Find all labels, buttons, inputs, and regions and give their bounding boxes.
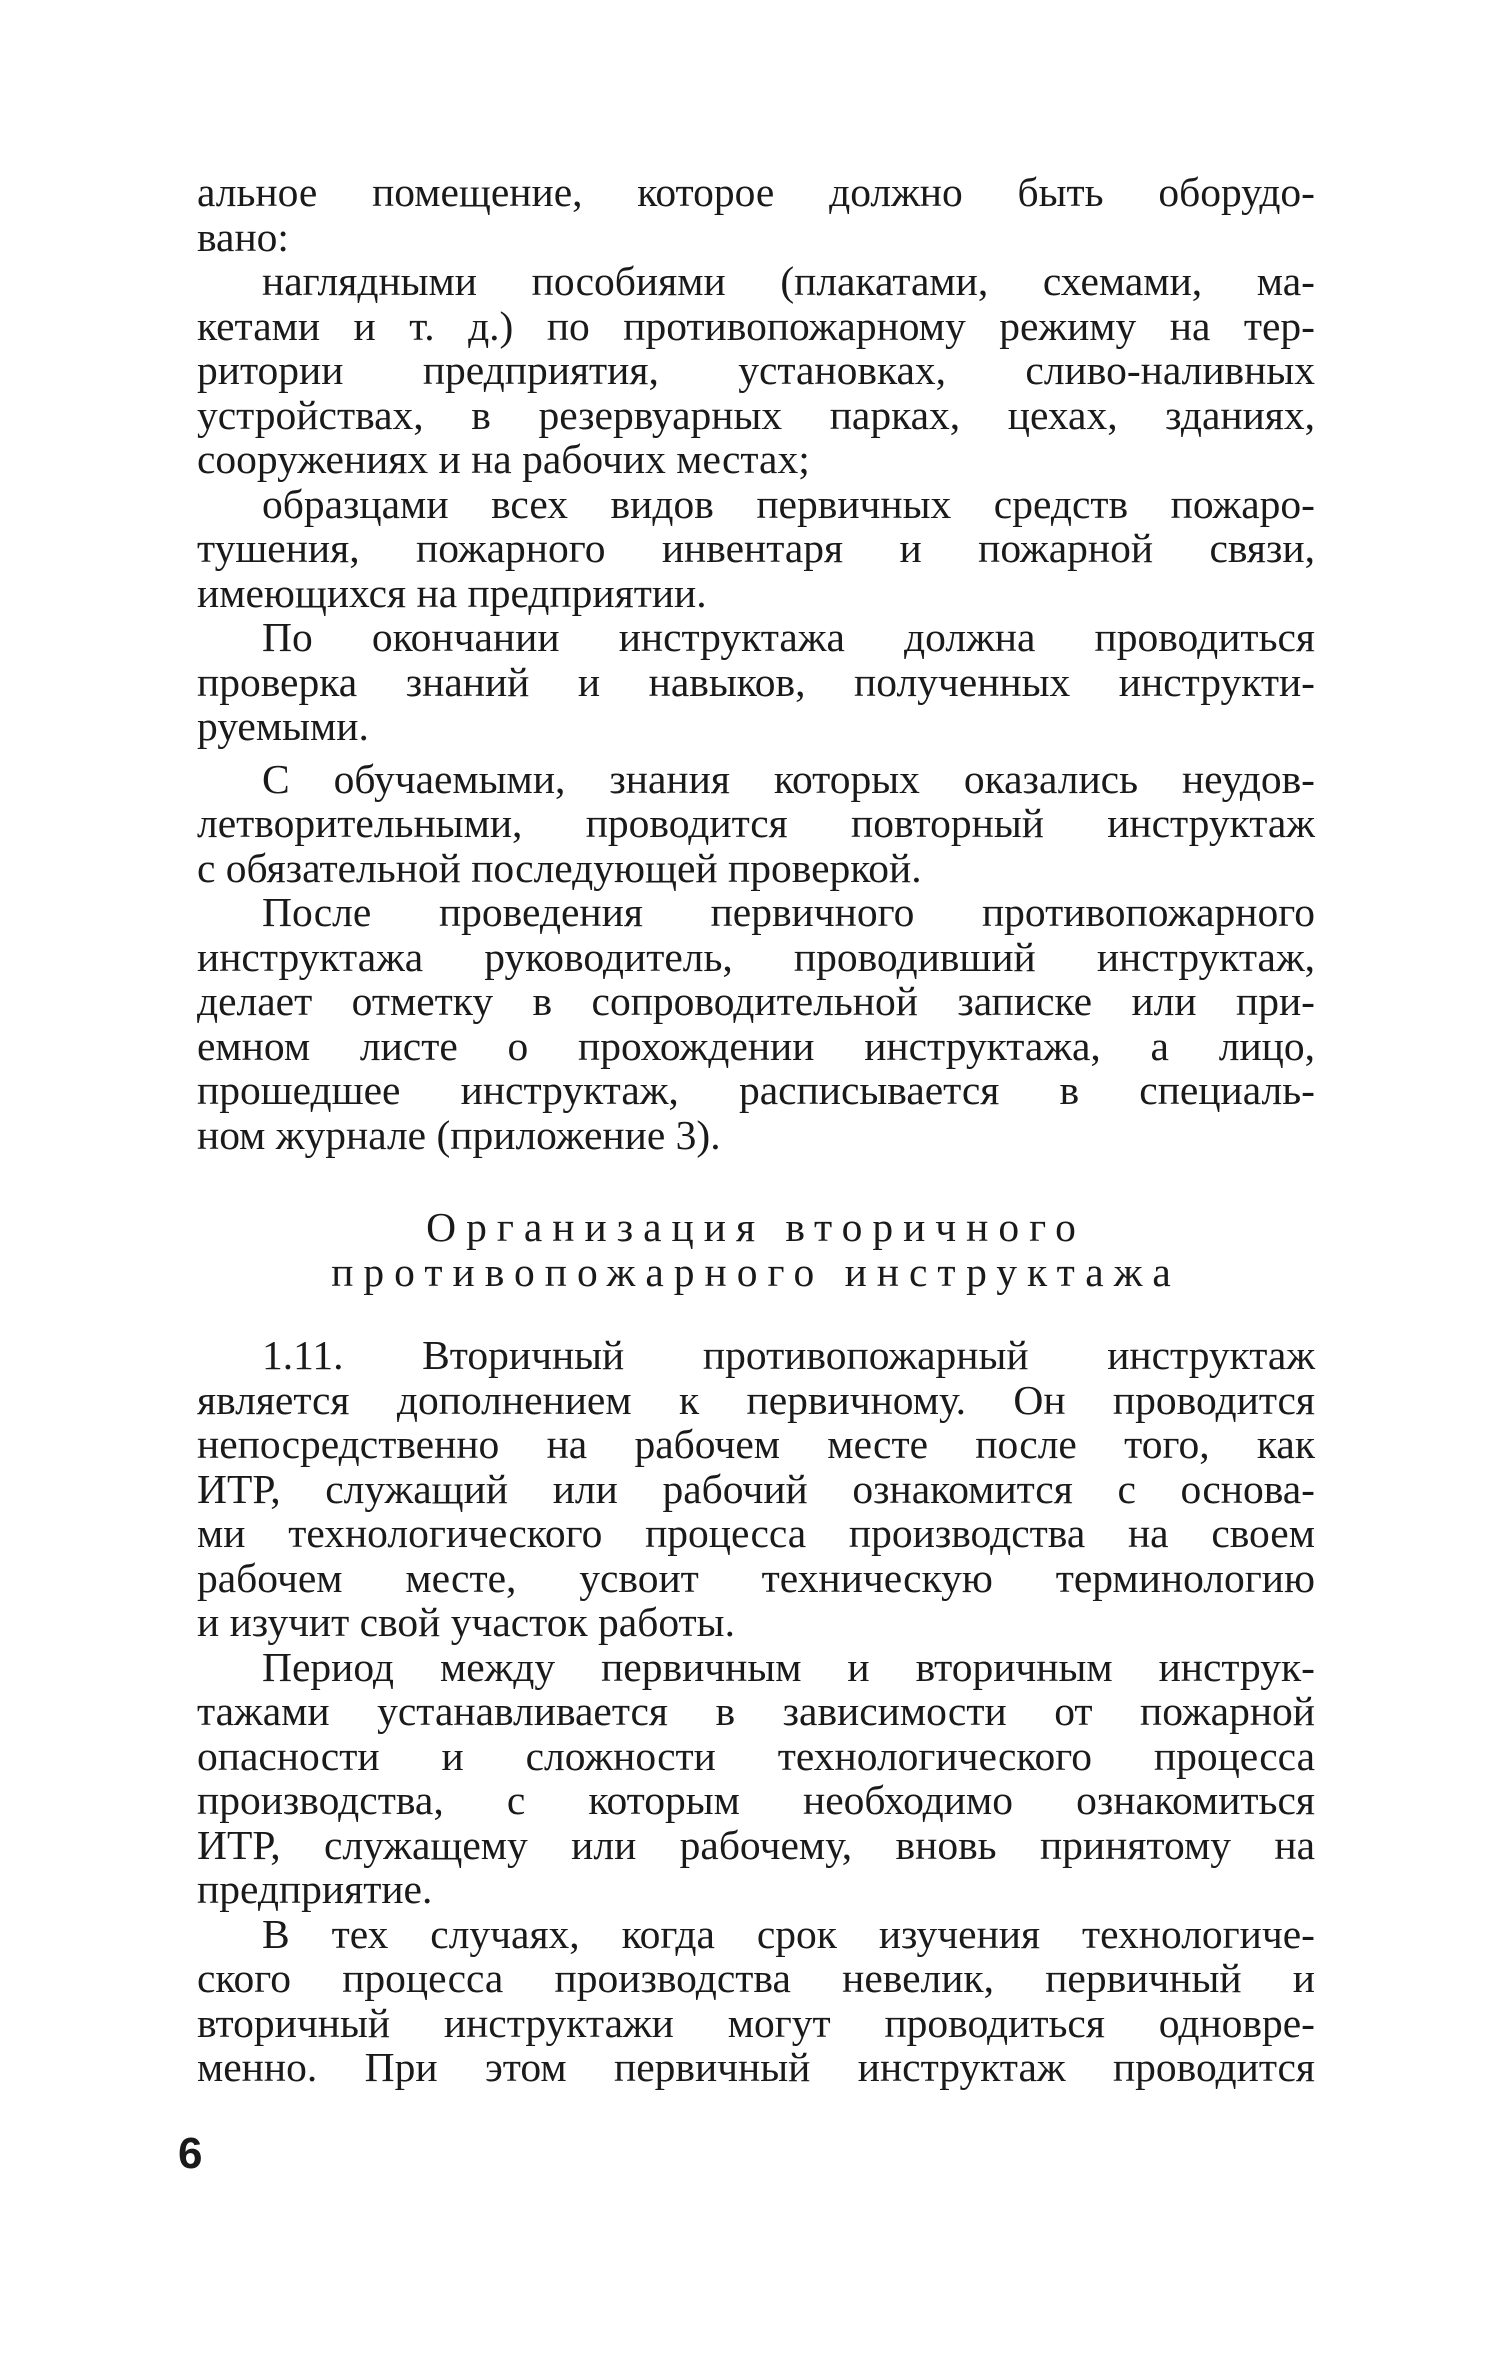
text-line: наглядными пособиями (плакатами, схемами, ма- xyxy=(262,258,1315,304)
text-line: непосредственно на рабочем месте после того, как xyxy=(197,1421,1315,1467)
text-line: летворительными, проводится повторный инструктаж xyxy=(197,800,1315,846)
paragraph xyxy=(197,757,1315,891)
text-line: По окончании инструктажа должна проводиться xyxy=(262,614,1315,660)
text-line: руемыми. xyxy=(197,703,369,749)
paragraph xyxy=(197,1333,1315,1645)
text-line: является дополнением к первичному. Он проводится xyxy=(197,1376,1315,1423)
text-line: тушения, пожарного инвентаря и пожарной связи, xyxy=(197,525,1315,571)
text-line: С обучаемыми, знания которых оказались неудов- xyxy=(262,755,1315,802)
text-line: производства, с которым необходимо ознакомиться xyxy=(197,1777,1315,1823)
text-line: образцами всех видов первичных средств пожаро- xyxy=(262,480,1315,527)
text-line: проверка знаний и навыков, полученных инструкти- xyxy=(197,658,1315,705)
text-line: вано: xyxy=(197,213,289,260)
text-line: альное помещение, которое должно быть оборудо- xyxy=(197,169,1315,215)
paragraph xyxy=(197,170,1315,259)
paragraph xyxy=(197,890,1315,1157)
text-line: ИТР, служащему или рабочему, вновь принятому на xyxy=(197,1821,1315,1868)
text-line: делает отметку в сопроводительной записке или при- xyxy=(197,978,1315,1024)
paragraph xyxy=(197,1645,1315,1912)
text-line: менно. При этом первичный инструктаж проводится xyxy=(197,2044,1315,2090)
text-line: Период между первичным и вторичным инструк- xyxy=(262,1643,1315,1690)
section-1-text xyxy=(197,170,1315,1157)
text-line: имеющихся на предприятии. xyxy=(197,569,707,616)
text-line: емном листе о прохождении инструктажа, а лицо, xyxy=(197,1022,1315,1069)
text-line: 1.11. Вторичный противопожарный инструктаж xyxy=(262,1332,1315,1378)
paragraph xyxy=(197,482,1315,616)
text-line: с обязательной последующей проверкой. xyxy=(197,844,922,891)
text-line: кетами и т. д.) по противопожарному режиму на тер- xyxy=(197,302,1315,349)
paragraph xyxy=(197,615,1315,749)
text-line: тажами устанавливается в зависимости от пожарной xyxy=(197,1688,1315,1734)
text-line: опасности и сложности технологического процесса xyxy=(197,1732,1315,1779)
text-line: вторичный инструктажи могут проводиться одновре- xyxy=(197,1999,1315,2046)
text-line: ИТР, служащий или рабочий ознакомится с основа- xyxy=(197,1465,1315,1512)
text-line: рабочем месте, усвоит техническую терминологию xyxy=(197,1554,1315,1601)
text-line: предприятие. xyxy=(197,1866,433,1912)
text-line: сооружениях и на рабочих местах; xyxy=(197,436,810,482)
section-heading xyxy=(197,1205,1315,1294)
text-line: ского процесса производства невелик, первичный и xyxy=(197,1955,1315,2001)
text-line: ном журнале (приложение 3). xyxy=(197,1111,721,1158)
heading-line-1: Организация вторичного xyxy=(426,1204,1086,1250)
paragraph xyxy=(197,1912,1315,2090)
page-number: 6 xyxy=(178,2129,203,2178)
text-line: устройствах, в резервуарных парках, цехах, зданиях, xyxy=(197,391,1315,438)
text-line: прошедшее инструктаж, расписывается в специаль- xyxy=(197,1067,1315,1113)
text-line: После проведения первичного противопожарного xyxy=(262,889,1315,935)
text-line: инструктажа руководитель, проводивший инструктаж, xyxy=(197,933,1315,980)
text-line: и изучит свой участок работы. xyxy=(197,1599,735,1645)
heading-line-2: противопожарного инструктажа xyxy=(331,1248,1181,1295)
section-2-text xyxy=(197,1333,1315,2090)
text-line: В тех случаях, когда срок изучения технологиче- xyxy=(262,1910,1315,1957)
paragraph xyxy=(197,259,1315,482)
text-line: ритории предприятия, установках, сливо-наливных xyxy=(197,347,1315,393)
text-line: ми технологического процесса производства на своем xyxy=(197,1510,1315,1556)
